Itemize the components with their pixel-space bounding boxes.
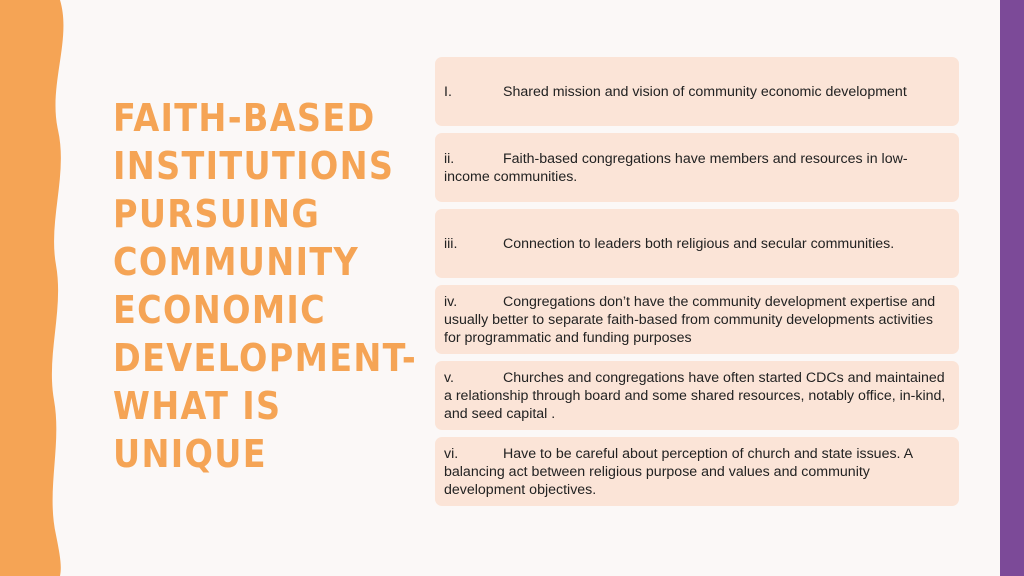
point-content xyxy=(444,83,949,101)
slide-title xyxy=(113,94,418,478)
point-content xyxy=(444,445,949,499)
point-item xyxy=(435,57,959,126)
point-text: Connection to leaders both religious and secular communities. xyxy=(503,235,895,252)
point-item xyxy=(435,285,959,354)
point-number: v. xyxy=(444,369,454,386)
point-text: Have to be careful about perception of church and state issues. A balancing act between religious purpose and values and community development objectives. xyxy=(444,445,913,498)
point-item xyxy=(435,437,959,506)
point-number: vi. xyxy=(444,445,459,462)
title-line: ECONOMIC xyxy=(113,288,327,332)
accent-side-bar xyxy=(1000,0,1024,576)
point-number: I. xyxy=(444,83,452,100)
title-line: PURSUING xyxy=(113,192,321,236)
title-line: INSTITUTIONS xyxy=(113,144,395,188)
point-item xyxy=(435,133,959,202)
point-content xyxy=(444,235,949,253)
point-number: iv. xyxy=(444,293,458,310)
title-line: UNIQUE xyxy=(113,432,267,476)
title-line: COMMUNITY xyxy=(113,240,360,284)
point-list xyxy=(435,57,959,513)
point-content xyxy=(444,369,949,423)
decorative-wave-shape xyxy=(0,0,80,576)
point-item xyxy=(435,361,959,430)
point-text: Churches and congregations have often started CDCs and maintained a relationship through board and some shared resources, notably office, in-kind, and seed capital . xyxy=(444,369,946,422)
title-line: WHAT IS xyxy=(113,384,282,428)
point-text: Shared mission and vision of community economic development xyxy=(503,83,907,100)
title-line: DEVELOPMENT- xyxy=(113,336,418,380)
point-content xyxy=(444,150,949,186)
point-number: ii. xyxy=(444,150,455,167)
point-content xyxy=(444,293,949,347)
point-text: Congregations don’t have the community development expertise and usually better to separate faith-based from community developments activities for programmatic and funding purposes xyxy=(444,293,936,346)
title-line: FAITH-BASED xyxy=(113,96,376,140)
point-text: Faith-based congregations have members and resources in low-income communities. xyxy=(444,150,908,185)
point-item xyxy=(435,209,959,278)
point-number: iii. xyxy=(444,235,458,252)
